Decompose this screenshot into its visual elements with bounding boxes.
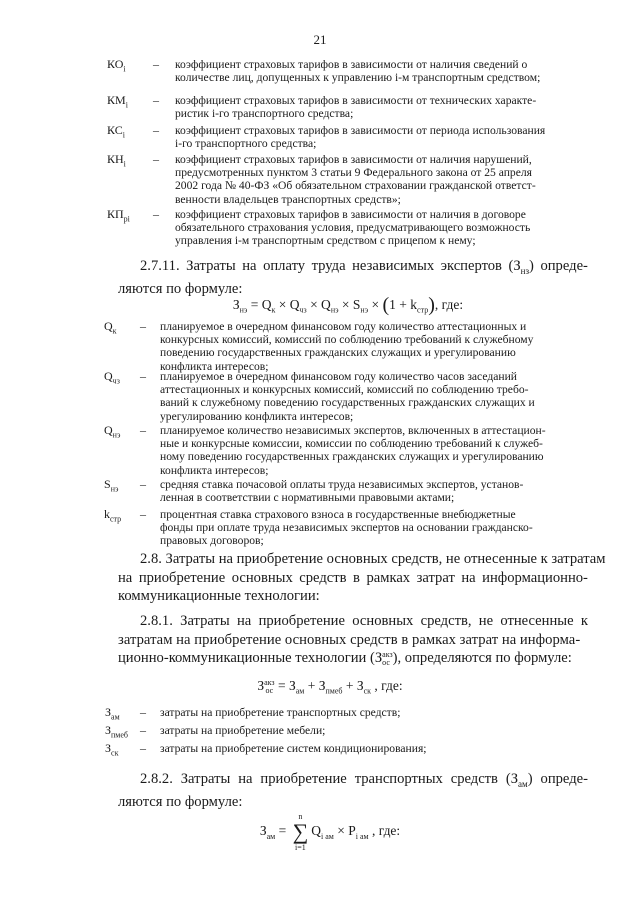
def-text: затраты на приобретение мебели; [160, 724, 326, 737]
def-symbol: $S_{нэ}$ [104, 477, 119, 494]
paragraph-2-7-11: 2.7.11. Затраты на оплату труда независимых экспертов $(З_{нз})$ опреде- ляются по формуле: [118, 258, 588, 298]
def-dash: – [140, 705, 146, 719]
def-text: коэффициент страховых тарифов в зависимости от наличия сведений о количестве лиц, допущенных к управлению i-м транспортным средством; [175, 58, 541, 85]
def-symbol: $КО_i$ [107, 57, 126, 74]
def-text: затраты на приобретение транспортных средств; [160, 706, 401, 719]
def-symbol: $З_{пмеб}$ [105, 723, 128, 740]
sum-operator: n ∑ i=1 [292, 812, 309, 852]
def-symbol: $Q_{нэ}$ [104, 423, 121, 440]
paragraph-2-8-1: 2.8.1. Затраты на приобретение основных средств, не отнесенные к затратам на приобретение основных средств в рамках затрат на информа- ционно-коммуникационные технологии (З акз ос ), определяются по формуле: [118, 613, 588, 667]
def-text: планируемое в очередном финансовом году количество часов заседаний аттестационных и конкурсных комиссий, комиссий по соблюдению требо- ваний к служебному поведению государственных гражданских служащих и урегулированию конфликта интересов; [160, 370, 535, 423]
def-dash: – [140, 477, 146, 491]
def-dash: – [140, 723, 146, 737]
page-number: 21 [313, 32, 327, 47]
def-dash: – [153, 207, 159, 221]
def-text: средняя ставка почасовой оплаты труда независимых экспертов, установ- ленная в соответствии с нормативными правовыми актами; [160, 478, 524, 505]
def-symbol: $КМ_i$ [107, 93, 128, 110]
def-text: коэффициент страховых тарифов в зависимости от технических характе- ристик i-го транспортного средства; [175, 94, 537, 121]
def-symbol: $З_{ам}$ [105, 705, 120, 722]
def-symbol: $КП_{рi}$ [107, 207, 130, 224]
def-text: коэффициент страховых тарифов в зависимости от периода использования i-го транспортного средства; [175, 124, 546, 151]
def-symbol: $k_{стр}$ [104, 507, 122, 524]
def-dash: – [140, 423, 146, 437]
def-text: планируемое количество независимых экспертов, включенных в аттестацион- ные и конкурсные комиссии, комиссии по соблюдению требований к служеб- ному поведению государственных гражданских служащих и урегулированию конфликта интересов; [160, 424, 546, 477]
def-text: затраты на приобретение систем кондиционирования; [160, 742, 427, 755]
def-dash: – [153, 57, 159, 71]
def-symbol: $З_{ск}$ [105, 741, 119, 758]
paragraph-2-8: 2.8. Затраты на приобретение основных средств, не отнесенные к затратам на приобретение основных средств в рамках затрат на информационно- коммуникационные технологии: [118, 551, 606, 604]
def-dash: – [153, 123, 159, 137]
def-symbol: $Q_к$ [104, 319, 117, 336]
def-dash: – [140, 507, 146, 521]
def-text: процентная ставка страхового взноса в государственные внебюджетные фонды при оплате труда независимых экспертов на основании гражданско- правовых договоров; [160, 508, 533, 548]
def-text: коэффициент страховых тарифов в зависимости от наличия нарушений, предусмотренных пунктом 3 статьи 9 Федерального закона от 25 апреля 2002 года № 40-ФЗ «Об обязательном страховании гражданской ответст- венности владельцев транспортных средств»; [175, 153, 536, 206]
formula-vehicles: $З_{ам}$ = n ∑ i=1 $Q_{i ам} \times P_{i ам}$ , где: [259, 812, 401, 852]
formula-expert-costs: $З_{нэ} = Q_к \times Q_{чз} \times Q_{нэ} \times S_{нэ} \times (1 + k_{стр})$, где: [232, 294, 464, 316]
formula-fixed-assets: З акз ос = $З_{ам} + З_{пмеб} + З_{ск}$ , где: [257, 677, 403, 696]
def-dash: – [153, 152, 159, 166]
def-symbol: $Q_{чз}$ [104, 369, 120, 386]
def-symbol: $КН_i$ [107, 152, 126, 169]
def-text: планируемое в очередном финансовом году количество аттестационных и конкурсных комиссий, комиссий по соблюдению требований к служебному поведению государственных гражданских служащих и урегулированию конфликта интересов; [160, 320, 534, 373]
def-text: коэффициент страховых тарифов в зависимости от наличия в договоре обязательного страхования условия, предусматривающего возможность управления i-м транспортным средством с прицепом к нему; [175, 208, 531, 248]
def-dash: – [140, 369, 146, 383]
def-dash: – [140, 741, 146, 755]
def-symbol: $КС_i$ [107, 123, 125, 140]
def-dash: – [153, 93, 159, 107]
paragraph-2-8-2: 2.8.2. Затраты на приобретение транспортных средств $(З_{ам})$ опреде- ляются по формуле: [118, 771, 588, 811]
def-dash: – [140, 319, 146, 333]
